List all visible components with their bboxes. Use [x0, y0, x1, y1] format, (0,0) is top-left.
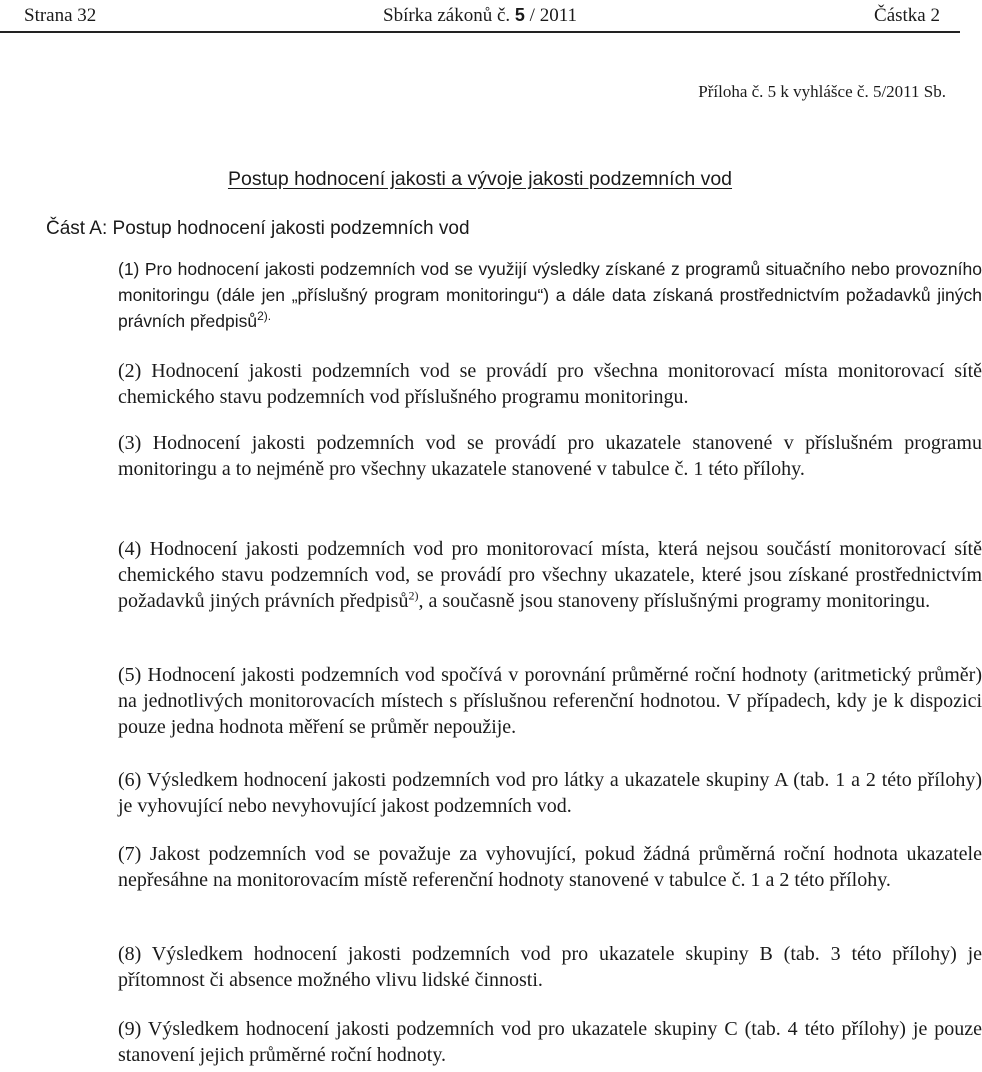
paragraph-line: přílohy) je pouze stanovení jejich průměrné roční hodnoty.	[118, 1018, 982, 1066]
paragraph-line: v tabulce č. 1 a 2 této přílohy.	[653, 869, 891, 891]
paragraph-line: monitorovací sítě chemického stavu podzemních vod příslušného programu monitoringu.	[118, 360, 982, 408]
page-number: Strana 32	[24, 5, 97, 26]
paragraph-line: monitorovací sítě chemického stavu podzemních vod, se provádí pro všechny ukazatele, které	[118, 538, 982, 586]
document-title: Postup hodnocení jakosti a vývoje jakosti podzemních vod	[227, 168, 733, 190]
paragraph-line: hodnota ukazatele nepřesáhne na monitorovacím místě referenční hodnoty stanovené	[118, 843, 982, 891]
paragraph-7	[46, 841, 982, 893]
issue-number: 5	[514, 5, 525, 25]
paragraph-line: situačního nebo provozního monitoringu (dále jen „příslušný program monitoringu“) a dále	[118, 259, 982, 305]
issue-year: / 2011	[524, 5, 577, 26]
paragraph-1	[46, 256, 982, 334]
paragraph-line: (aritmetický průměr) na jednotlivých monitorovacích místech s příslušnou referenční	[118, 664, 982, 712]
paragraph-4	[46, 536, 982, 614]
footnote-ref: 2).	[257, 309, 272, 324]
page-header	[0, 0, 960, 33]
footnote-ref: 2)	[408, 588, 419, 603]
paragraph-line: přílohy) je přítomnost či absence možného vlivu lidské činnosti.	[118, 943, 982, 991]
paragraph-line: a 2 této přílohy) je vyhovující nebo nevyhovující jakost podzemních vod.	[118, 769, 982, 817]
paragraph-line: (3) Hodnocení jakosti podzemních vod se provádí pro ukazatele stanovené v příslušném	[118, 432, 893, 454]
paragraph-line: (4) Hodnocení jakosti podzemních vod pro monitorovací místa, která nejsou součástí	[118, 538, 832, 560]
paragraph-5	[46, 662, 982, 740]
paragraph-line: (6) Výsledkem hodnocení jakosti podzemních vod pro látky a ukazatele skupiny A (tab. 1	[118, 769, 846, 791]
paragraph-3	[46, 430, 982, 482]
paragraph-line: (2) Hodnocení jakosti podzemních vod se provádí pro všechna monitorovací místa	[118, 360, 828, 382]
paragraph-line: přílohy.	[743, 458, 805, 480]
paragraph-line: hodnotou. V případech, kdy je k dispozici pouze jedna hodnota měření se průměr nepoužije.	[118, 690, 982, 738]
paragraph-line: (5) Hodnocení jakosti podzemních vod spočívá v porovnání průměrné roční hodnoty	[118, 664, 808, 686]
paragraph-line: programu monitoringu a to nejméně pro všechny ukazatele stanovené v tabulce č. 1 této	[118, 432, 982, 480]
section-a-heading: Část A: Postup hodnocení jakosti podzemních vod	[46, 218, 470, 239]
paragraph-line: jsou získané prostřednictvím požadavků jiných právních předpisů	[118, 564, 982, 612]
paragraph-line: stanoveny příslušnými programy monitoringu.	[557, 590, 931, 612]
collection-title	[0, 5, 960, 27]
collection-prefix: Sbírka zákonů č.	[383, 5, 511, 26]
paragraph-line: (7) Jakost podzemních vod se považuje za vyhovující, pokud žádná průměrná roční	[118, 843, 825, 865]
issue-part: Částka 2	[874, 5, 940, 26]
paragraph-line: , a současně jsou	[418, 590, 553, 612]
paragraph-8	[46, 941, 982, 993]
paragraph-line: (8) Výsledkem hodnocení jakosti podzemních vod pro ukazatele skupiny B (tab. 3 této	[118, 943, 882, 965]
paragraph-2	[46, 358, 982, 410]
paragraph-6	[46, 767, 982, 819]
paragraph-line: (1) Pro hodnocení jakosti podzemních vod se využijí výsledky získané z programů	[118, 259, 761, 279]
paragraph-line: data získaná prostřednictvím požadavků jiných právních předpisů	[118, 285, 982, 331]
paragraph-line: (9) Výsledkem hodnocení jakosti podzemních vod pro ukazatele skupiny C (tab. 4 této	[118, 1018, 835, 1040]
paragraph-9	[46, 1016, 982, 1068]
annex-label: Příloha č. 5 k vyhlášce č. 5/2011 Sb.	[698, 82, 946, 101]
